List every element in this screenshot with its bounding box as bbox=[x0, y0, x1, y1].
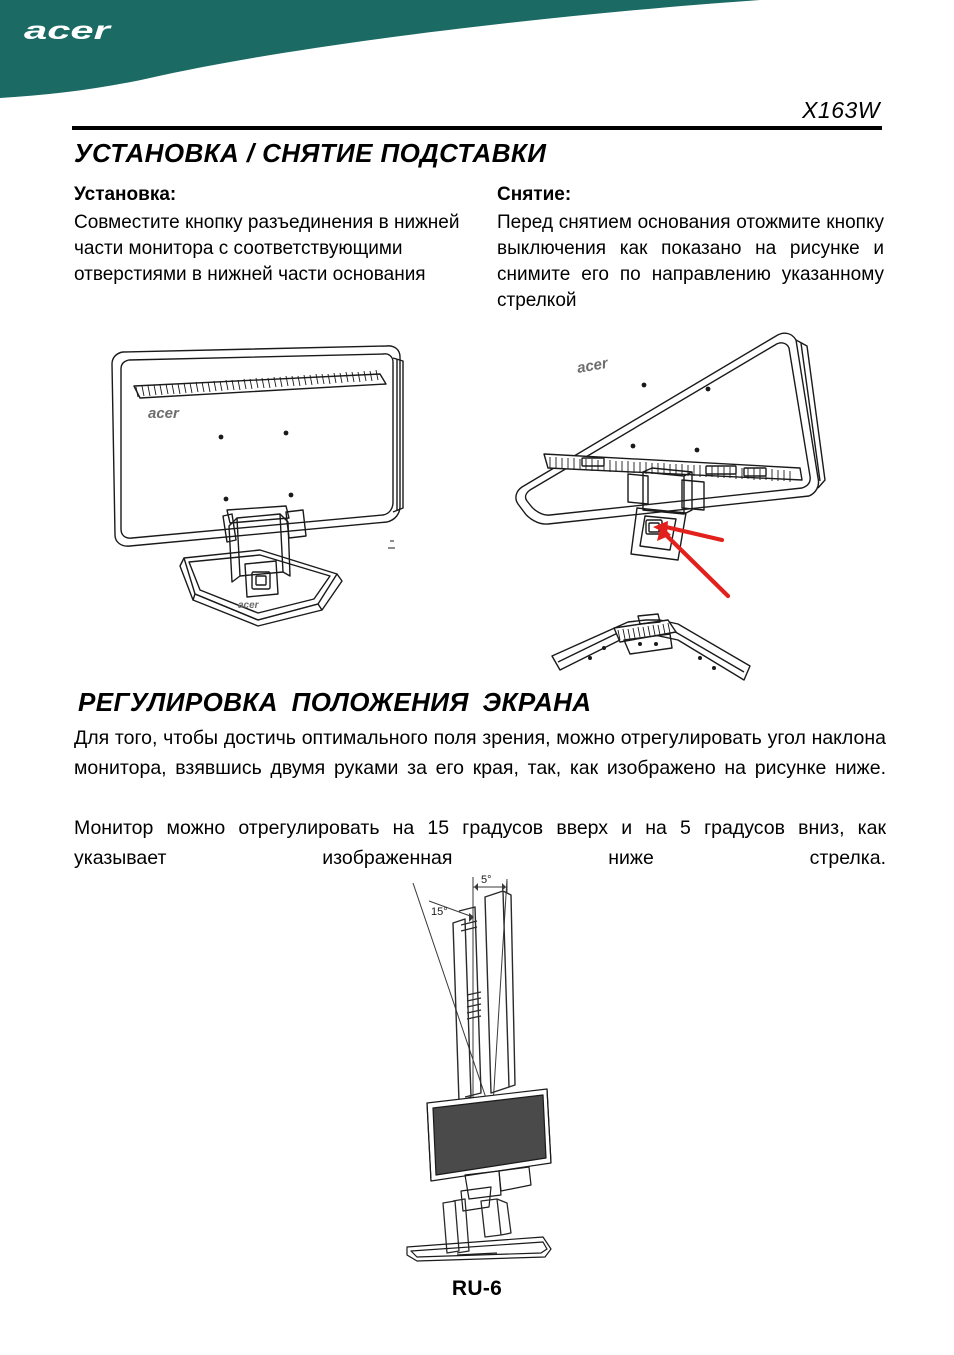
model-header-row bbox=[72, 96, 882, 130]
tilt-angle-back-label: 15° bbox=[431, 906, 448, 918]
header-rule bbox=[72, 126, 882, 130]
model-number: X163W bbox=[802, 97, 880, 123]
install-body: Совместите кнопку разъединения в нижней части монитора с соответствующими отверстиями в нижней части основания bbox=[74, 212, 460, 285]
section-heading-install-remove: УСТАНОВКА / СНЯТИЕ ПОДСТАВКИ bbox=[74, 138, 547, 168]
remove-title: Снятие: bbox=[497, 184, 572, 205]
install-title: Установка: bbox=[74, 184, 177, 205]
instruction-column-remove bbox=[497, 182, 884, 340]
adjust-paragraph-2: Монитор можно отрегулировать на 15 градусов вверх и на 5 градусов вниз, как указывает изображенная ниже стрелка. bbox=[74, 817, 886, 869]
illustration-monitor-with-stand bbox=[90, 336, 420, 646]
monitor-rear-logo: acer bbox=[575, 354, 610, 377]
tilt-angle-forward-label: 5° bbox=[481, 874, 492, 886]
svg-text:acer: acer bbox=[24, 17, 113, 45]
instruction-columns bbox=[74, 182, 884, 340]
instruction-column-install bbox=[74, 182, 461, 340]
illustration-tilt-angles bbox=[395, 865, 625, 1265]
page-footer: RU-6 bbox=[451, 1277, 503, 1300]
adjust-paragraph-1: Для того, чтобы достичь оптимального поля зрения, можно отрегулировать угол наклона монитора, взявшись двумя руками за его края, так, как изображено на рисунке ниже. bbox=[74, 727, 886, 779]
illustration-monitor-base-detached bbox=[500, 328, 850, 688]
acer-logo bbox=[24, 16, 116, 54]
monitor-rear-logo: acer bbox=[148, 405, 179, 422]
remove-body: Перед снятием основания отожмите кнопку выключения как показано на рисунке и снимите его по направлению указанному стрелкой bbox=[497, 212, 884, 311]
section-heading-screen-adjustment: РЕГУЛИРОВКА ПОЛОЖЕНИЯ ЭКРАНА bbox=[78, 687, 592, 717]
release-button-arrow-secondary bbox=[657, 525, 728, 596]
base-front-logo: acer bbox=[238, 600, 259, 611]
page-header-band bbox=[0, 0, 954, 100]
